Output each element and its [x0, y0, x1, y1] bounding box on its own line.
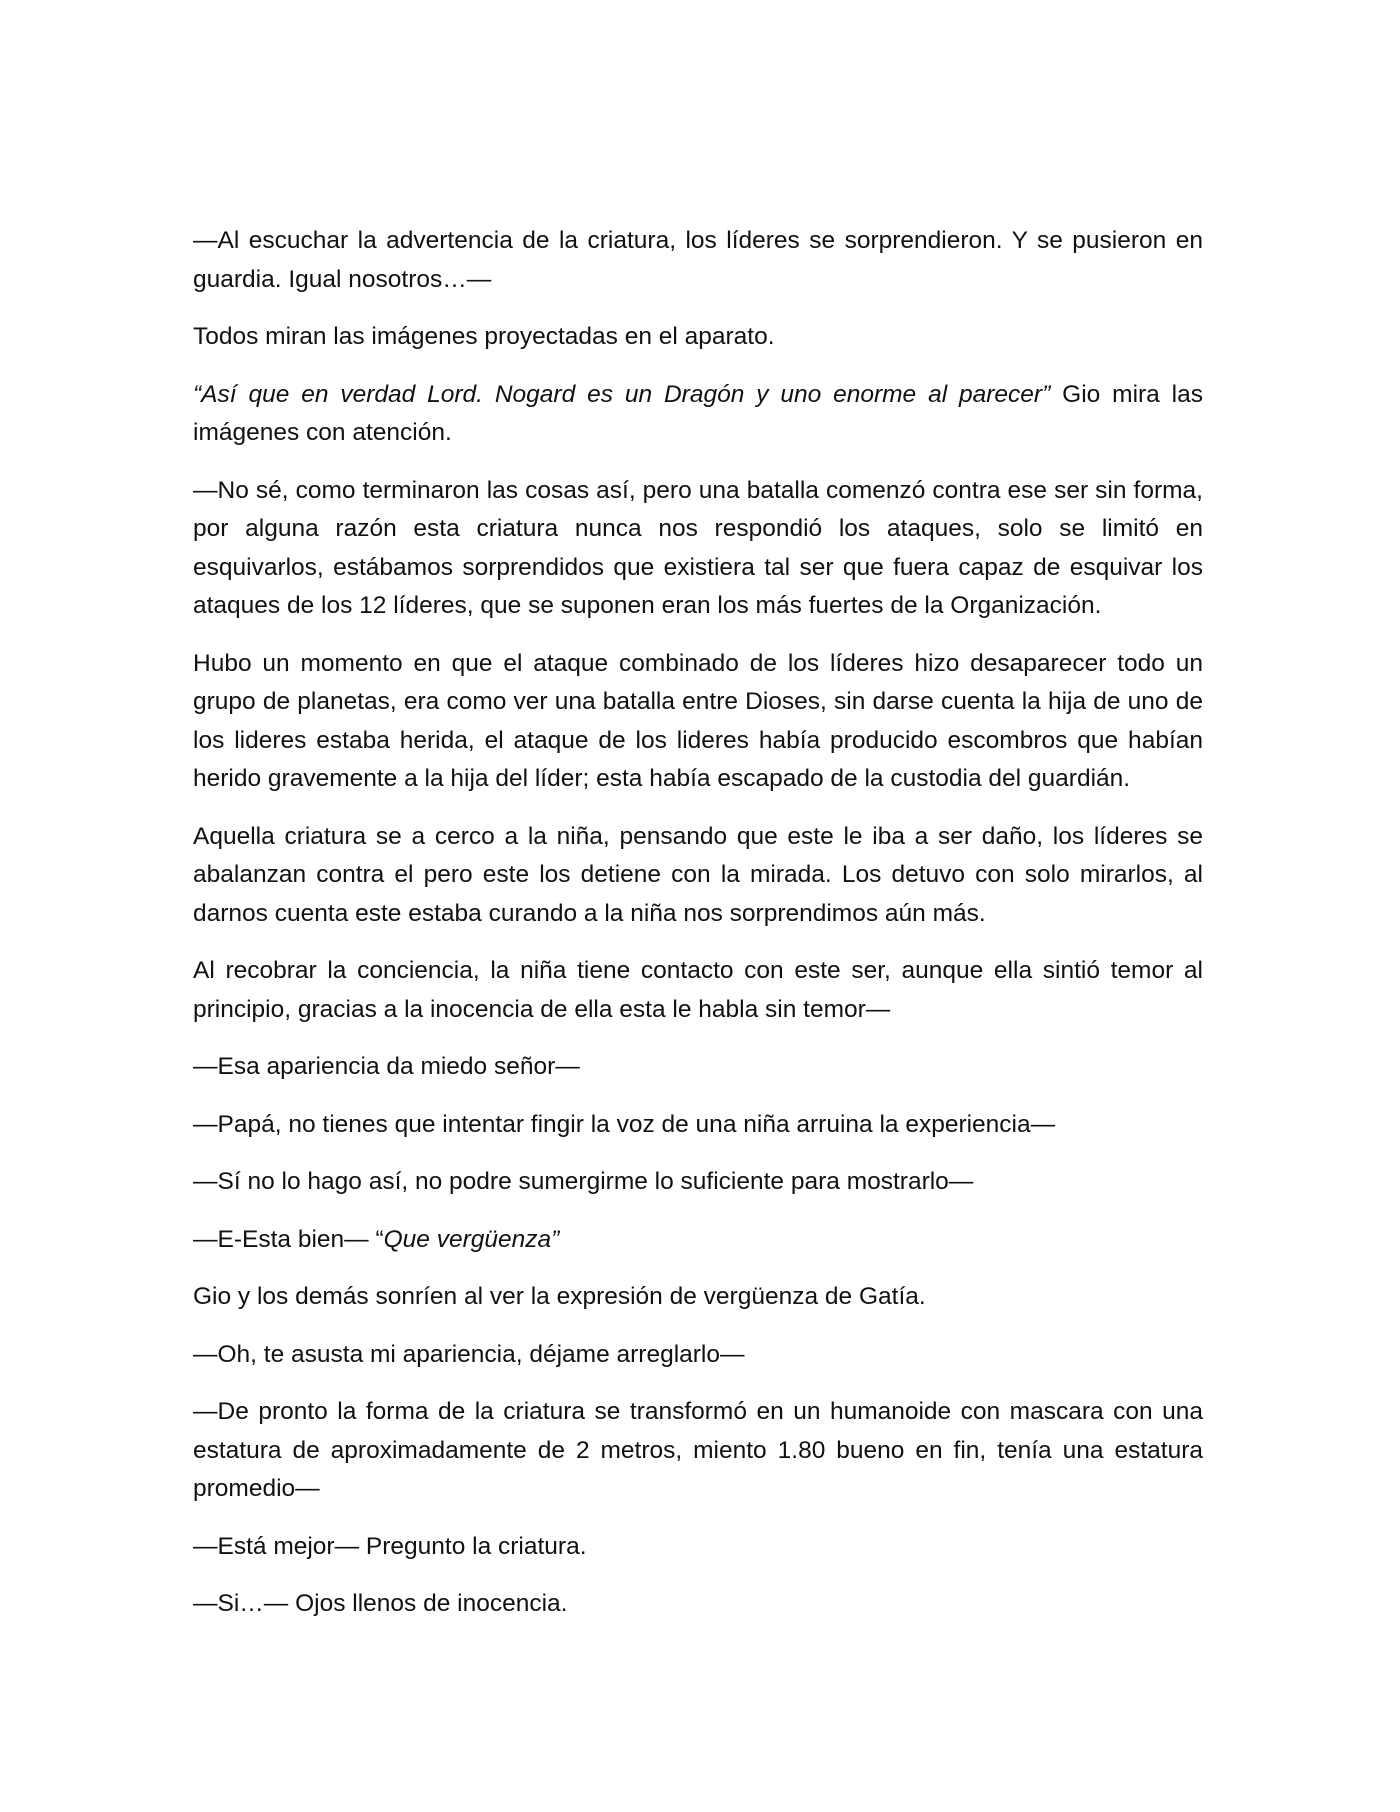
- paragraph-9: —Papá, no tienes que intentar fingir la voz de una niña arruina la experiencia—: [193, 1110, 1056, 1138]
- paragraph-15: —Está mejor— Pregunto la criatura.: [193, 1532, 587, 1560]
- italic-thought: “Así que en verdad Lord. Nogard es un Dragón y uno enorme al parecer”: [193, 380, 1051, 408]
- paragraph-6: Aquella criatura se a cerco a la niña, pensando que este le iba a ser daño, los líderes se abalanzan contra el pero este los detiene con la mirada. Los detuvo con solo mirarlos, al darnos cuenta este estaba curando a la niña nos sorprendimos aún más.: [193, 822, 1203, 927]
- paragraph-16: —Si…— Ojos llenos de inocencia.: [193, 1590, 568, 1617]
- paragraph-11: [193, 1221, 1203, 1260]
- paragraph-8: —Esa apariencia da miedo señor—: [193, 1053, 580, 1080]
- italic-thought-2: Que vergüenza”: [383, 1225, 560, 1253]
- document-body: [193, 222, 1203, 1643]
- paragraph-4: —No sé, como terminaron las cosas así, pero una batalla comenzó contra ese ser sin forma, por alguna razón esta criatura nunca nos respondió los ataques, solo se limitó en esquivarlos, estábamos sorprendidos que existiera tal ser que fuera capaz de esquivar los ataques de los 12 líderes, que se suponen eran los más fuertes de la Organización.: [193, 476, 1203, 619]
- paragraph-1: —Al escuchar la advertencia de la criatura, los líderes se sorprendieron. Y se pusieron en guardia. Igual nosotros…—: [193, 227, 1203, 293]
- paragraph-3-text: Gio mira las imágenes con atención.: [193, 380, 1203, 446]
- paragraph-7: Al recobrar la conciencia, la niña tiene contacto con este ser, aunque ella sintió temor al principio, gracias a la inocencia de ella esta le habla sin temor—: [193, 957, 1203, 1023]
- paragraph-2: Todos miran las imágenes proyectadas en el aparato.: [193, 323, 775, 350]
- paragraph-3: [193, 376, 1203, 453]
- paragraph-11-text: —E-Esta bien— “: [193, 1225, 384, 1253]
- paragraph-12: Gio y los demás sonríen al ver la expresión de vergüenza de Gatía.: [193, 1283, 926, 1310]
- paragraph-13: —Oh, te asusta mi apariencia, déjame arreglarlo—: [193, 1340, 745, 1368]
- paragraph-14: —De pronto la forma de la criatura se transformó en un humanoide con mascara con una estatura de aproximadamente de 2 metros, miento 1.80 bueno en fin, tenía una estatura promedio—: [193, 1398, 1203, 1502]
- paragraph-5: Hubo un momento en que el ataque combinado de los líderes hizo desaparecer todo un grupo de planetas, era como ver una batalla entre Dioses, sin darse cuenta la hija de uno de los lideres estaba herida, el ataque de los lideres había producido escombros que habían herido gravemente a la hija del líder; esta había escapado de la custodia del guardián.: [193, 649, 1203, 792]
- paragraph-10: —Sí no lo hago así, no podre sumergirme lo suficiente para mostrarlo—: [193, 1168, 974, 1195]
